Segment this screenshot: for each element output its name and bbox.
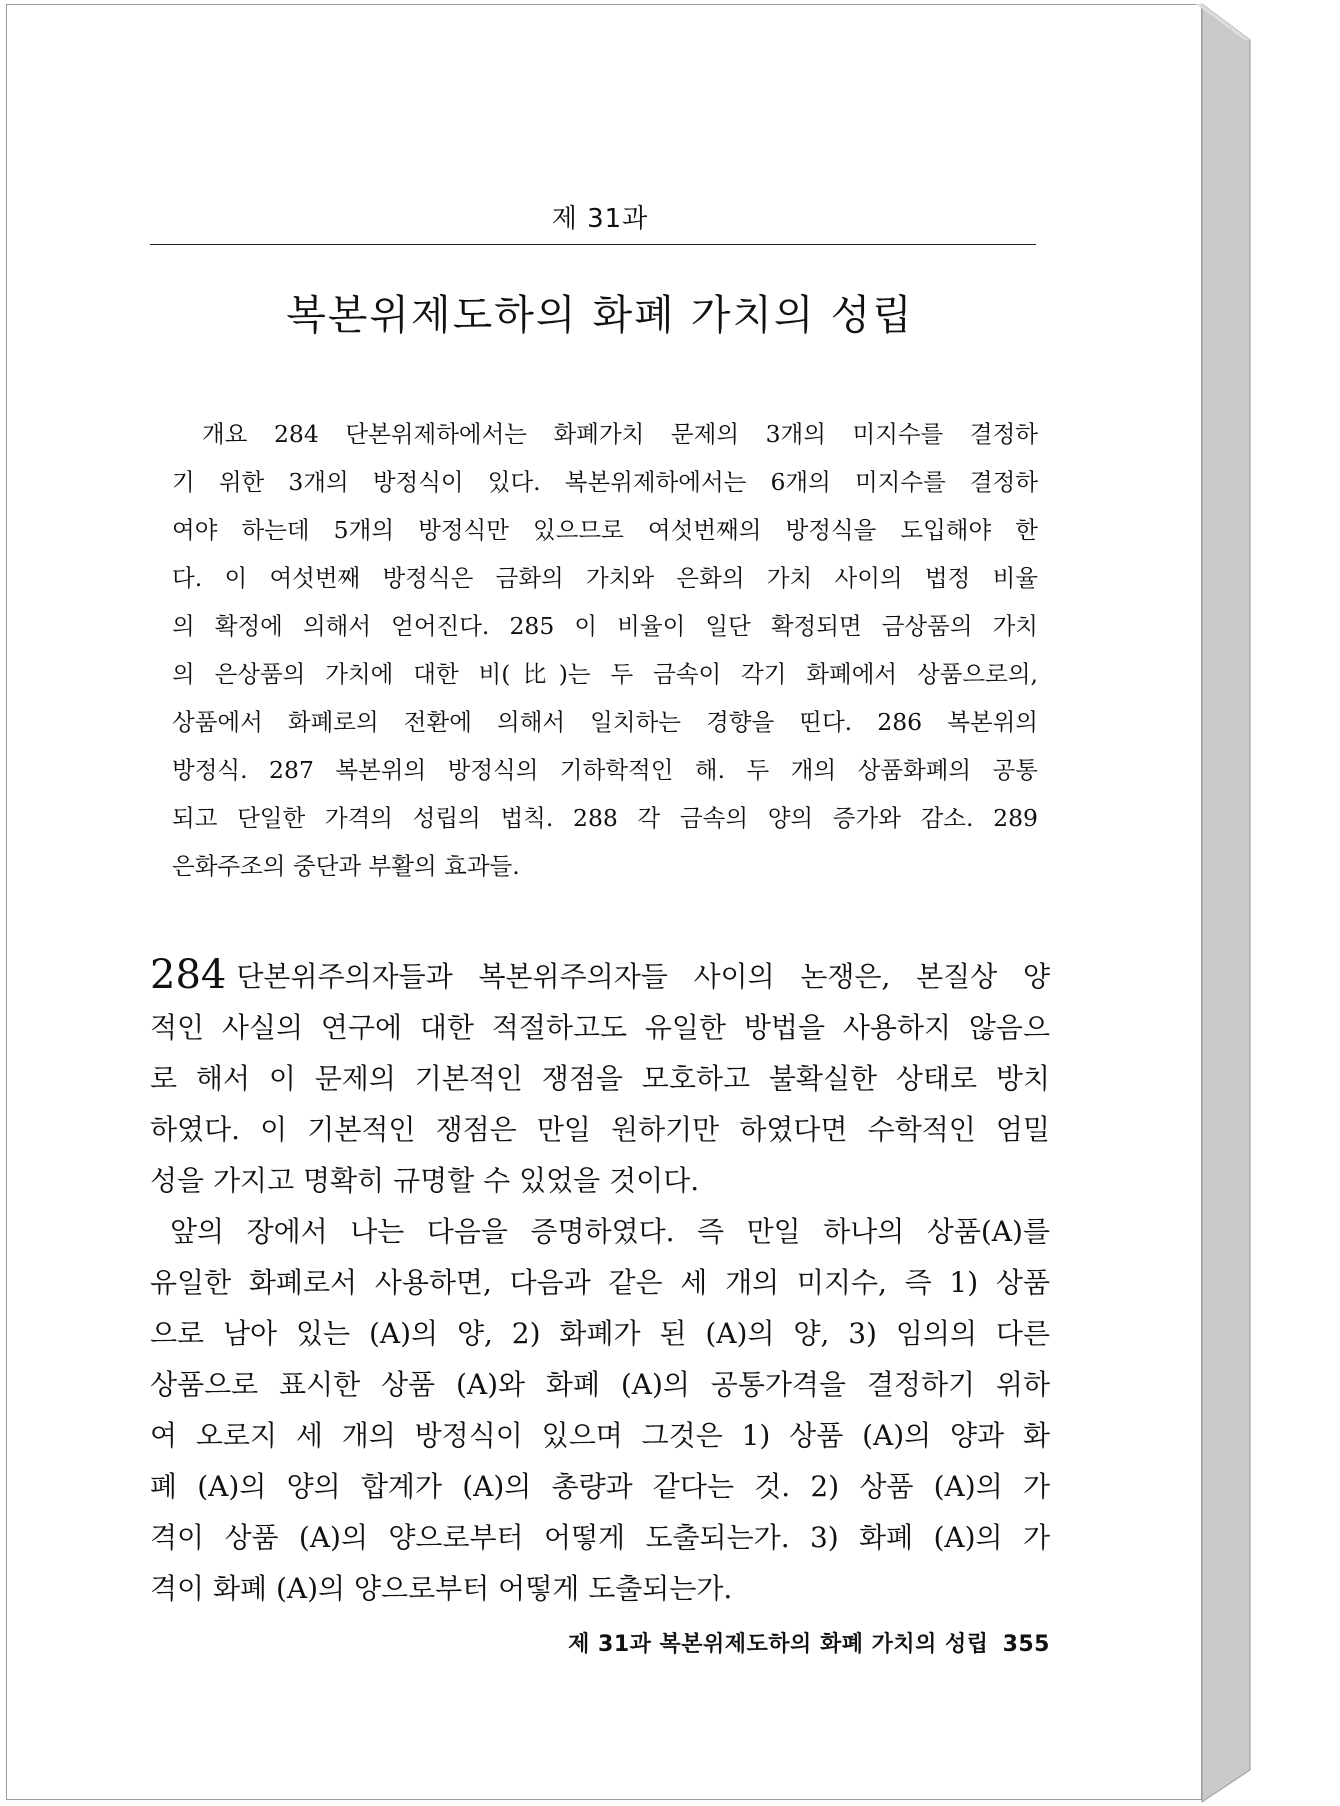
chapter-summary <box>172 410 1038 890</box>
summary-line: 여야 하는데 5개의 방정식만 있으므로 여섯번째의 방정식을 도입해야 한 <box>172 516 1038 544</box>
summary-line: 다. 이 여섯번째 방정식은 금화의 가치와 은화의 가치 사이의 법정 비율 <box>172 564 1038 592</box>
running-footer <box>150 1627 1050 1658</box>
body-line-text: 단본위주의자들과 복본위주의자들 사이의 논쟁은, 본질상 양 <box>236 960 1050 993</box>
paragraph-number: 284 <box>150 952 227 998</box>
summary-line: 개요 284 단본위제하에서는 화폐가치 문제의 3개의 미지수를 결정하 <box>202 420 1038 448</box>
summary-line: 상품에서 화폐로의 전환에 의해서 일치하는 경향을 띤다. 286 복본위의 <box>172 708 1038 736</box>
summary-line: 의 확정에 의해서 얻어진다. 285 이 비율이 일단 확정되면 금상품의 가치 <box>172 612 1038 640</box>
summary-line: 기 위한 3개의 방정식이 있다. 복본위제하에서는 6개의 미지수를 결정하 <box>172 468 1038 496</box>
body-line: 여 오로지 세 개의 방정식이 있으며 그것은 1) 상품 (A)의 양과 화 <box>150 1419 1050 1452</box>
body-line: 유일한 화폐로서 사용하면, 다음과 같은 세 개의 미지수, 즉 1) 상품 <box>150 1266 1050 1299</box>
lesson-label: 제 31과 <box>551 204 649 234</box>
body-line <box>150 950 1050 1002</box>
chapter-title: 복본위제도하의 화폐 가치의 성립 <box>286 291 914 340</box>
page-number: 355 <box>1002 1632 1050 1657</box>
title-divider <box>150 244 1036 245</box>
summary-line: 의 은상품의 가치에 대한 비(比)는 두 금속이 각기 화폐에서 상품으로의, <box>172 660 1038 688</box>
body-line: 성을 가지고 명확히 규명할 수 있었을 것이다. <box>150 1164 700 1197</box>
book-spine-side <box>1202 4 1250 1802</box>
body-line: 폐 (A)의 양의 합계가 (A)의 총량과 같다는 것. 2) 상품 (A)의 가 <box>150 1470 1050 1503</box>
body-line: 하였다. 이 기본적인 쟁점은 만일 원하기만 하였다면 수학적인 엄밀 <box>150 1113 1050 1146</box>
book-top-edge <box>1196 4 1250 40</box>
body-line: 상품으로 표시한 상품 (A)와 화폐 (A)의 공통가격을 결정하기 위하 <box>150 1368 1050 1401</box>
summary-line: 은화주조의 중단과 부활의 효과들. <box>172 852 520 880</box>
body-line: 적인 사실의 연구에 대한 적절하고도 유일한 방법을 사용하지 않음으 <box>150 1011 1050 1044</box>
body-line: 격이 상품 (A)의 양으로부터 어떻게 도출되는가. 3) 화폐 (A)의 가 <box>150 1521 1050 1554</box>
summary-line: 되고 단일한 가격의 성립의 법칙. 288 각 금속의 양의 증가와 감소. 289 <box>172 804 1038 832</box>
body-text <box>150 950 1050 1614</box>
body-line: 으로 남아 있는 (A)의 양, 2) 화폐가 된 (A)의 양, 3) 임의의 다른 <box>150 1317 1050 1350</box>
body-line: 로 해서 이 문제의 기본적인 쟁점을 모호하고 불확실한 상태로 방치 <box>150 1062 1050 1095</box>
body-line: 격이 화폐 (A)의 양으로부터 어떻게 도출되는가. <box>150 1572 733 1605</box>
footer-title: 제 31과 복본위제도하의 화폐 가치의 성립 <box>568 1632 989 1657</box>
body-line: 앞의 장에서 나는 다음을 증명하였다. 즉 만일 하나의 상품(A)를 <box>170 1215 1050 1248</box>
summary-line: 방정식. 287 복본위의 방정식의 기하학적인 해. 두 개의 상품화폐의 공통 <box>172 756 1038 784</box>
